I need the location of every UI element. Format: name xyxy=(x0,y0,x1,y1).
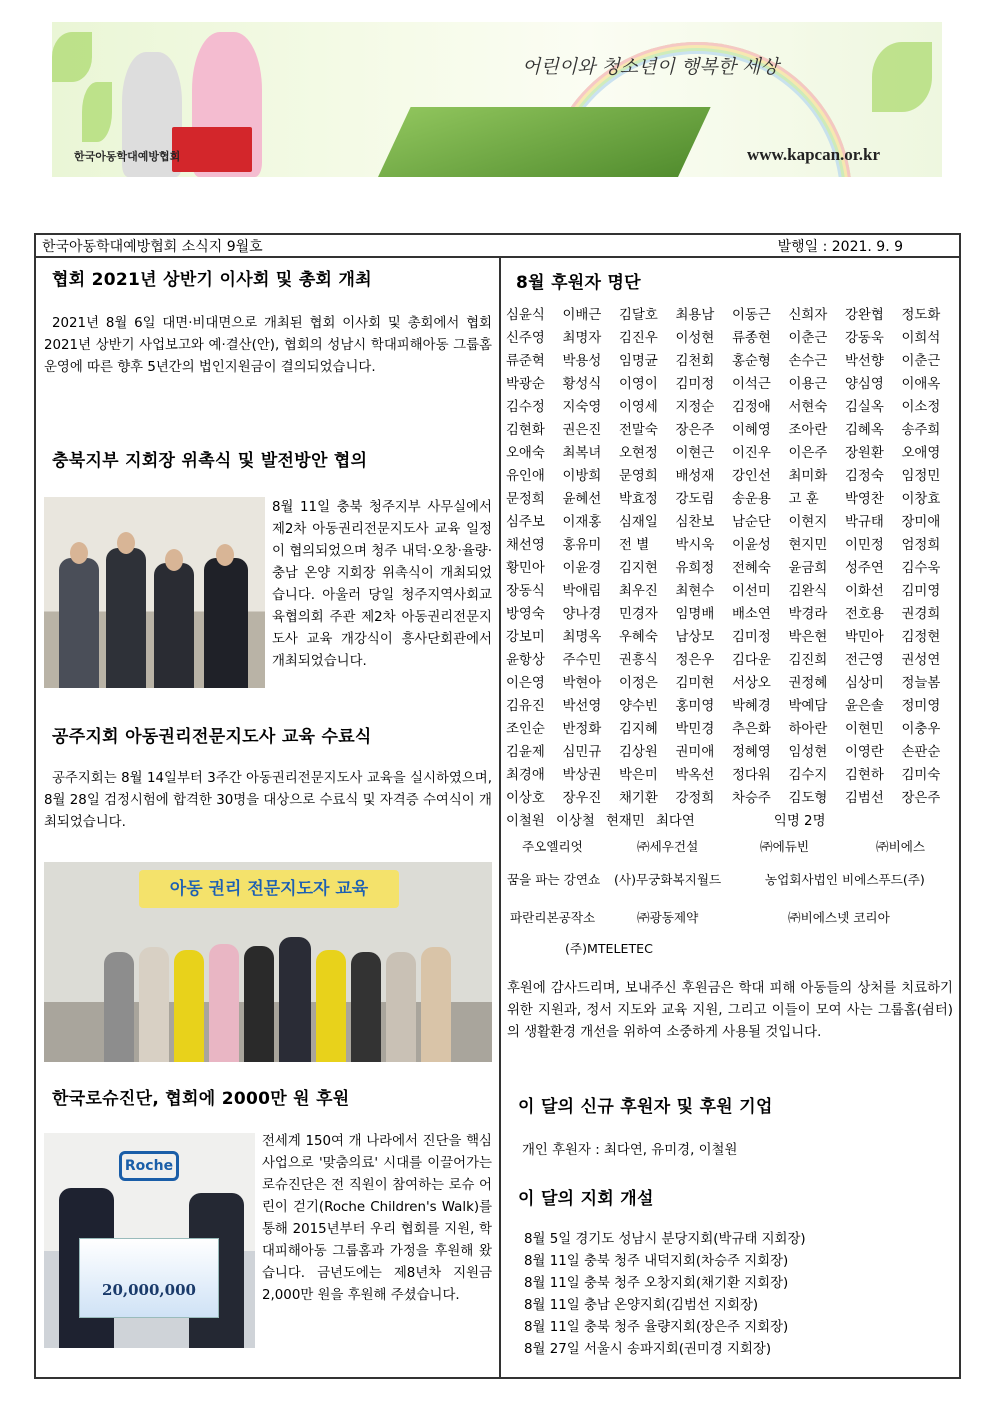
donor-name: 오현정 xyxy=(619,446,658,461)
banner-url[interactable]: www.kapcan.or.kr xyxy=(747,145,881,164)
donor-name: 김미정 xyxy=(732,630,771,645)
donor-name: 이배근 xyxy=(562,308,602,323)
donor-name: 이소정 xyxy=(901,400,941,415)
donor-name: 박혜경 xyxy=(732,699,771,714)
donor-name: 김달호 xyxy=(619,308,658,323)
donor-name: 이은주 xyxy=(788,446,828,461)
column-divider xyxy=(499,258,501,1379)
donor-name: 이상호 xyxy=(506,791,545,806)
article-body: 2021년 8월 6일 대면·비대면으로 개최된 협회 이사회 및 총회에서 협회 2021년 상반기 사업보고와 예·결산(안), 협회의 성남시 학대피해아동 그룹홈 운영에 따른 향후 5년간의 법인지원금이 결의되었습니다. xyxy=(44,316,492,375)
donor-name: 심상미 xyxy=(845,676,884,691)
article-title: 협회 2021년 상반기 이사회 및 총회 개최 xyxy=(52,270,372,290)
donor-name: 이철원 xyxy=(506,814,545,829)
branch-title: 이 달의 지회 개설 xyxy=(518,1189,654,1209)
article-body: 전세계 150여 개 나라에서 진단을 핵심 사업으로 '맞춤의료' 시대를 이끌어가는 로슈진단은 전 직원이 참여하는 로슈 어린이 걷기(Roche Children's Walk)를 통해 2015년부터 우리 협회를 지원, 학대피해아동 그룹홈과 가정을 후원해 왔습니다. 금년도에는 제8년차 지원금 2,000만 원을 후원해 주셨습니다. xyxy=(262,1134,492,1303)
donor-name: 김상원 xyxy=(619,745,658,760)
donor-name: 이영이 xyxy=(619,377,658,392)
donor-name: 박민아 xyxy=(845,630,884,645)
donor-name: 김다운 xyxy=(732,653,771,668)
company-donor: ㈜세우건설 xyxy=(637,839,699,854)
donor-name: 최명자 xyxy=(562,331,602,346)
donor-row xyxy=(506,440,958,463)
donor-name: 익명 2명 xyxy=(773,814,826,829)
donor-name: 임정민 xyxy=(901,469,941,484)
donor-name: 이민정 xyxy=(845,538,884,553)
donor-name: 유희정 xyxy=(675,561,715,576)
donor-name: 최미화 xyxy=(788,469,828,484)
donor-name: 권정혜 xyxy=(788,676,828,691)
donor-name: 장원환 xyxy=(845,446,884,461)
header-banner xyxy=(52,22,942,177)
donor-row xyxy=(506,302,958,325)
donor-name: 양심영 xyxy=(845,377,884,392)
donor-name: 박선영 xyxy=(562,699,602,714)
donor-name: 오애영 xyxy=(901,446,941,461)
donor-name: 심윤식 xyxy=(506,308,545,323)
donor-row xyxy=(506,325,958,348)
donor-name: 이창효 xyxy=(901,492,941,507)
donor-name: 조인순 xyxy=(506,722,545,737)
donor-name: 김미숙 xyxy=(901,768,941,783)
donor-row xyxy=(506,509,958,532)
donor-row xyxy=(506,808,958,831)
donor-name: 박선향 xyxy=(845,354,884,369)
donor-name: 이애옥 xyxy=(901,377,941,392)
donor-name: 지숙영 xyxy=(562,400,602,415)
donor-name: 남순단 xyxy=(732,515,771,530)
donor-name: 이영란 xyxy=(845,745,884,760)
branch-list xyxy=(524,1229,806,1361)
newsletter-title: 한국아동학대예방협회 소식지 9월호 xyxy=(42,239,263,255)
donor-name: 이춘근 xyxy=(788,331,828,346)
donor-row xyxy=(506,371,958,394)
donor-name: 최다연 xyxy=(655,814,695,829)
donor-name: 양나경 xyxy=(562,607,602,622)
donor-name: 이춘근 xyxy=(901,354,941,369)
newsletter-header xyxy=(34,233,961,258)
donor-name: 이화선 xyxy=(845,584,884,599)
company-donor: ㈜에듀빈 xyxy=(760,839,810,854)
donor-name: 이방희 xyxy=(562,469,602,484)
company-donor: 파란리본공작소 xyxy=(510,910,596,925)
donor-name: 양수빈 xyxy=(619,699,658,714)
donor-name: 현지민 xyxy=(788,538,828,553)
donor-name: 강완협 xyxy=(845,308,884,323)
donor-name: 윤항상 xyxy=(506,653,545,668)
company-donor: 주오엘리엇 xyxy=(522,839,583,854)
donor-name: 강인선 xyxy=(732,469,771,484)
company-donor: 꿈을 파는 강연쇼 xyxy=(507,872,601,887)
donor-name: 정늘봄 xyxy=(901,676,941,691)
donor-name: 박시욱 xyxy=(675,538,715,553)
event-banner: 아동 권리 전문지도자 교육 xyxy=(139,870,399,908)
donor-name: 전혜숙 xyxy=(732,561,771,576)
graduation-photo xyxy=(44,862,492,1062)
donor-name: 이은영 xyxy=(506,676,545,691)
org-logo: 한국아동학대예방협회 xyxy=(74,150,181,163)
donor-name: 최복녀 xyxy=(562,446,602,461)
donor-name: 박옥선 xyxy=(675,768,715,783)
company-donor: ㈜광동제약 xyxy=(637,910,699,925)
donor-name: 김천회 xyxy=(675,354,715,369)
donor-name: 이영세 xyxy=(619,400,658,415)
donor-name: 이재홍 xyxy=(562,515,602,530)
donor-name: 김미현 xyxy=(675,676,715,691)
donor-name: 김도형 xyxy=(788,791,828,806)
donor-name: 최경애 xyxy=(506,768,545,783)
donor-list xyxy=(506,302,958,831)
donor-row xyxy=(506,624,958,647)
donor-row xyxy=(506,762,958,785)
donor-name: 유인애 xyxy=(506,469,545,484)
donor-name: 박은미 xyxy=(619,768,658,783)
donor-name: 류종현 xyxy=(732,331,771,346)
donor-name: 정도화 xyxy=(901,308,941,323)
donor-name: 정다워 xyxy=(732,768,771,783)
donor-name: 문정희 xyxy=(506,492,545,507)
donor-name: 민경자 xyxy=(619,607,658,622)
donor-name: 김수정 xyxy=(506,400,545,415)
donor-name: 박은현 xyxy=(788,630,828,645)
donor-name: 성주연 xyxy=(845,561,884,576)
donor-name: 임성현 xyxy=(788,745,828,760)
donor-name: 정혜영 xyxy=(732,745,771,760)
roche-donation-photo xyxy=(44,1133,255,1348)
donor-name: 박용성 xyxy=(562,354,602,369)
new-donors-text: 개인 후원자 : 최다연, 유미경, 이철원 xyxy=(522,1143,738,1158)
article-title: 한국로슈진단, 협회에 2000만 원 후원 xyxy=(52,1089,350,1109)
donor-name: 신희자 xyxy=(788,308,828,323)
donor-row xyxy=(506,417,958,440)
donor-name: 이성현 xyxy=(675,331,715,346)
donor-name: 이혜영 xyxy=(732,423,771,438)
donor-name: 강도림 xyxy=(675,492,715,507)
donor-name: 김실옥 xyxy=(845,400,884,415)
donor-name: 이현근 xyxy=(675,446,715,461)
donor-name: 장미애 xyxy=(901,515,941,530)
company-donor: (사)무궁화복지월드 xyxy=(614,872,722,887)
donor-name: 이선미 xyxy=(732,584,771,599)
donor-name: 이충우 xyxy=(901,722,941,737)
branch-item: 8월 11일 충북 청주 내덕지회(차승주 지회장) xyxy=(524,1254,789,1269)
donor-name: 윤혜선 xyxy=(562,492,602,507)
roche-logo: Roche xyxy=(119,1151,179,1181)
donor-name: 최용남 xyxy=(675,308,715,323)
donor-name: 박민경 xyxy=(675,722,715,737)
donor-name: 류준혁 xyxy=(506,354,545,369)
donor-row xyxy=(506,647,958,670)
donor-name: 하아란 xyxy=(788,722,828,737)
donor-name: 반정화 xyxy=(562,722,602,737)
donor-name: 송운용 xyxy=(732,492,771,507)
donor-name: 엄정희 xyxy=(901,538,941,553)
donor-name: 황성식 xyxy=(562,377,602,392)
donor-row xyxy=(506,555,958,578)
banner-slogan: 어린이와 청소년이 행복한 세상 xyxy=(522,56,779,78)
donor-name: 장은주 xyxy=(675,423,715,438)
donor-name: 홍순형 xyxy=(732,354,771,369)
donor-row xyxy=(506,739,958,762)
donor-name: 전호용 xyxy=(845,607,884,622)
donor-name: 권은진 xyxy=(562,423,602,438)
donor-name: 임명균 xyxy=(619,354,658,369)
donor-name: 김윤제 xyxy=(506,745,545,760)
donor-name: 배소연 xyxy=(732,607,771,622)
branch-item: 8월 5일 경기도 성남시 분당지회(박규태 지회장) xyxy=(524,1232,806,1247)
donor-name: 박규태 xyxy=(845,515,884,530)
donor-name: 고 훈 xyxy=(788,492,819,507)
donor-name: 정미영 xyxy=(901,699,941,714)
donor-name: 오애숙 xyxy=(506,446,545,461)
donor-name: 강보미 xyxy=(506,630,545,645)
donor-name: 권미애 xyxy=(675,745,715,760)
donor-name: 이진우 xyxy=(732,446,771,461)
donor-row xyxy=(506,394,958,417)
donor-name: 전말숙 xyxy=(619,423,658,438)
donor-row xyxy=(506,670,958,693)
donor-row xyxy=(506,486,958,509)
donor-name: 박효정 xyxy=(619,492,658,507)
company-donor: (주)MTELETEC xyxy=(565,941,653,956)
branch-item: 8월 11일 충북 청주 율량지회(장은주 지회장) xyxy=(524,1320,789,1335)
donor-name: 강정희 xyxy=(675,791,715,806)
donor-row xyxy=(506,601,958,624)
donor-name: 지정순 xyxy=(675,400,715,415)
donor-name: 권경희 xyxy=(901,607,941,622)
donor-name: 이윤경 xyxy=(562,561,602,576)
donor-name: 심찬보 xyxy=(675,515,715,530)
thanks-text: 후원에 감사드리며, 보내주신 후원금은 학대 피해 아동들의 상처를 치료하기 위한 지원과, 정서 지도와 교육 지원, 그리고 이들이 모여 사는 그룹홈(쉼터)의 생활환경 개선을 위하여 소중하게 사용될 것입니다. xyxy=(507,981,953,1040)
donor-name: 정은우 xyxy=(675,653,715,668)
donor-name: 심재일 xyxy=(619,515,658,530)
donor-name: 문영희 xyxy=(619,469,658,484)
donor-row xyxy=(506,578,958,601)
donor-name: 김정애 xyxy=(732,400,771,415)
donor-name: 김지현 xyxy=(619,561,658,576)
donor-name: 김범선 xyxy=(845,791,884,806)
donor-name: 우혜숙 xyxy=(619,630,658,645)
donor-name: 이석근 xyxy=(732,377,771,392)
donor-row xyxy=(506,348,958,371)
donor-name: 주수민 xyxy=(562,653,602,668)
donor-name: 임명배 xyxy=(675,607,715,622)
donor-name: 심주보 xyxy=(506,515,545,530)
donor-name: 현재민 xyxy=(605,814,645,829)
donor-name: 홍유미 xyxy=(562,538,602,553)
donor-name: 최명옥 xyxy=(562,630,602,645)
donor-name: 김미정 xyxy=(675,377,715,392)
donor-name: 조아란 xyxy=(788,423,828,438)
donor-name: 전 별 xyxy=(619,538,650,553)
donor-name: 장은주 xyxy=(901,791,941,806)
donor-name: 송주희 xyxy=(901,423,941,438)
donors-title: 8월 후원자 명단 xyxy=(516,273,641,293)
donor-name: 김혜옥 xyxy=(845,423,884,438)
company-donor: 농업회사법인 비에스푸드(주) xyxy=(765,872,925,887)
branch-item: 8월 27일 서울시 송파지회(권미경 지회장) xyxy=(524,1342,772,1357)
donor-name: 박상권 xyxy=(562,768,602,783)
donor-name: 박현아 xyxy=(562,676,602,691)
donor-name: 방영숙 xyxy=(506,607,545,622)
donor-name: 김수지 xyxy=(788,768,828,783)
donor-name: 윤은솔 xyxy=(845,699,884,714)
donor-name: 장동식 xyxy=(506,584,545,599)
donor-name: 박광순 xyxy=(506,377,545,392)
donor-name: 차승주 xyxy=(732,791,771,806)
donor-name: 김진희 xyxy=(788,653,828,668)
branch-meeting-photo xyxy=(44,497,265,688)
article-title: 공주지회 아동권리전문지도사 교육 수료식 xyxy=(52,727,372,747)
donor-name: 이정은 xyxy=(619,676,658,691)
company-donor: ㈜비에스넷 코리아 xyxy=(788,910,890,925)
donor-row xyxy=(506,463,958,486)
donor-name: 서상오 xyxy=(732,676,771,691)
donor-name: 배성재 xyxy=(675,469,715,484)
donor-name: 홍미영 xyxy=(675,699,715,714)
article-body: 공주지회는 8월 14일부터 3주간 아동권리전문지도사 교육을 실시하였으며, 8월 28일 검정시험에 합격한 30명을 대상으로 수료식 및 자격증 수여식이 개최되었습니다. xyxy=(44,771,492,830)
donor-row xyxy=(506,693,958,716)
donor-name: 김미영 xyxy=(901,584,941,599)
article-body: 8월 11일 충북 청주지부 사무실에서 제2차 아동권리전문지도사 교육 일정이 협의되었으며 청주 내덕·오창·율량·충남 온양 지회장 위촉식이 개최되었습니다. 아울러 당일 청주지역사회교육협의회 주관 제2차 아동권리전문지도사 교육 개강식이 흥사단회관에서 개최되었습니다. xyxy=(272,500,492,669)
donor-name: 김현하 xyxy=(845,768,884,783)
issue-date: 발행일 : 2021. 9. 9 xyxy=(777,239,903,255)
donor-name: 김진우 xyxy=(619,331,658,346)
donor-name: 최우진 xyxy=(619,584,658,599)
donor-name: 강동욱 xyxy=(845,331,884,346)
donor-name: 이윤성 xyxy=(732,538,771,553)
donor-name: 이상철 xyxy=(555,814,595,829)
donor-name: 장우진 xyxy=(562,791,602,806)
donor-name: 김수욱 xyxy=(901,561,941,576)
donor-name: 손판순 xyxy=(901,745,941,760)
donor-name: 김지혜 xyxy=(619,722,658,737)
company-donor: ㈜비에스 xyxy=(876,839,926,854)
donor-name: 이희석 xyxy=(901,331,941,346)
donor-name: 박영찬 xyxy=(845,492,884,507)
donor-name: 김완식 xyxy=(788,584,828,599)
donor-name: 손수근 xyxy=(788,354,828,369)
donor-name: 권성연 xyxy=(901,653,941,668)
donor-name: 박애림 xyxy=(562,584,602,599)
donor-name: 이용근 xyxy=(788,377,828,392)
donor-name: 김정숙 xyxy=(845,469,884,484)
donor-name: 서현숙 xyxy=(788,400,828,415)
donation-board: 20,000,000 xyxy=(79,1238,219,1318)
donor-row xyxy=(506,716,958,739)
donor-name: 남상모 xyxy=(675,630,715,645)
donor-name: 채기환 xyxy=(619,791,658,806)
donor-name: 채선영 xyxy=(506,538,545,553)
branch-item: 8월 11일 충북 청주 오창지회(채기환 지회장) xyxy=(524,1276,789,1291)
donor-name: 신주영 xyxy=(506,331,545,346)
donor-name: 윤금희 xyxy=(788,561,828,576)
donor-name: 추은화 xyxy=(732,722,771,737)
donor-name: 황민아 xyxy=(506,561,545,576)
donor-name: 이동근 xyxy=(732,308,771,323)
branch-item: 8월 11일 충남 온양지회(김범선 지회장) xyxy=(524,1298,759,1313)
donor-name: 김유진 xyxy=(506,699,545,714)
donor-name: 김정현 xyxy=(901,630,941,645)
donor-name: 권흥식 xyxy=(619,653,658,668)
donor-name: 박경라 xyxy=(788,607,828,622)
donor-row xyxy=(506,785,958,808)
article-title: 충북지부 지회장 위촉식 및 발전방안 협의 xyxy=(52,451,368,471)
donor-name: 최현수 xyxy=(675,584,715,599)
donor-name: 박예담 xyxy=(788,699,828,714)
donor-name: 김현화 xyxy=(506,423,545,438)
donor-name: 이현민 xyxy=(845,722,884,737)
new-donors-title: 이 달의 신규 후원자 및 후원 기업 xyxy=(518,1097,773,1117)
donor-row xyxy=(506,532,958,555)
donor-name: 전근영 xyxy=(845,653,884,668)
donor-name: 이현지 xyxy=(788,515,828,530)
donor-name: 심민규 xyxy=(562,745,602,760)
